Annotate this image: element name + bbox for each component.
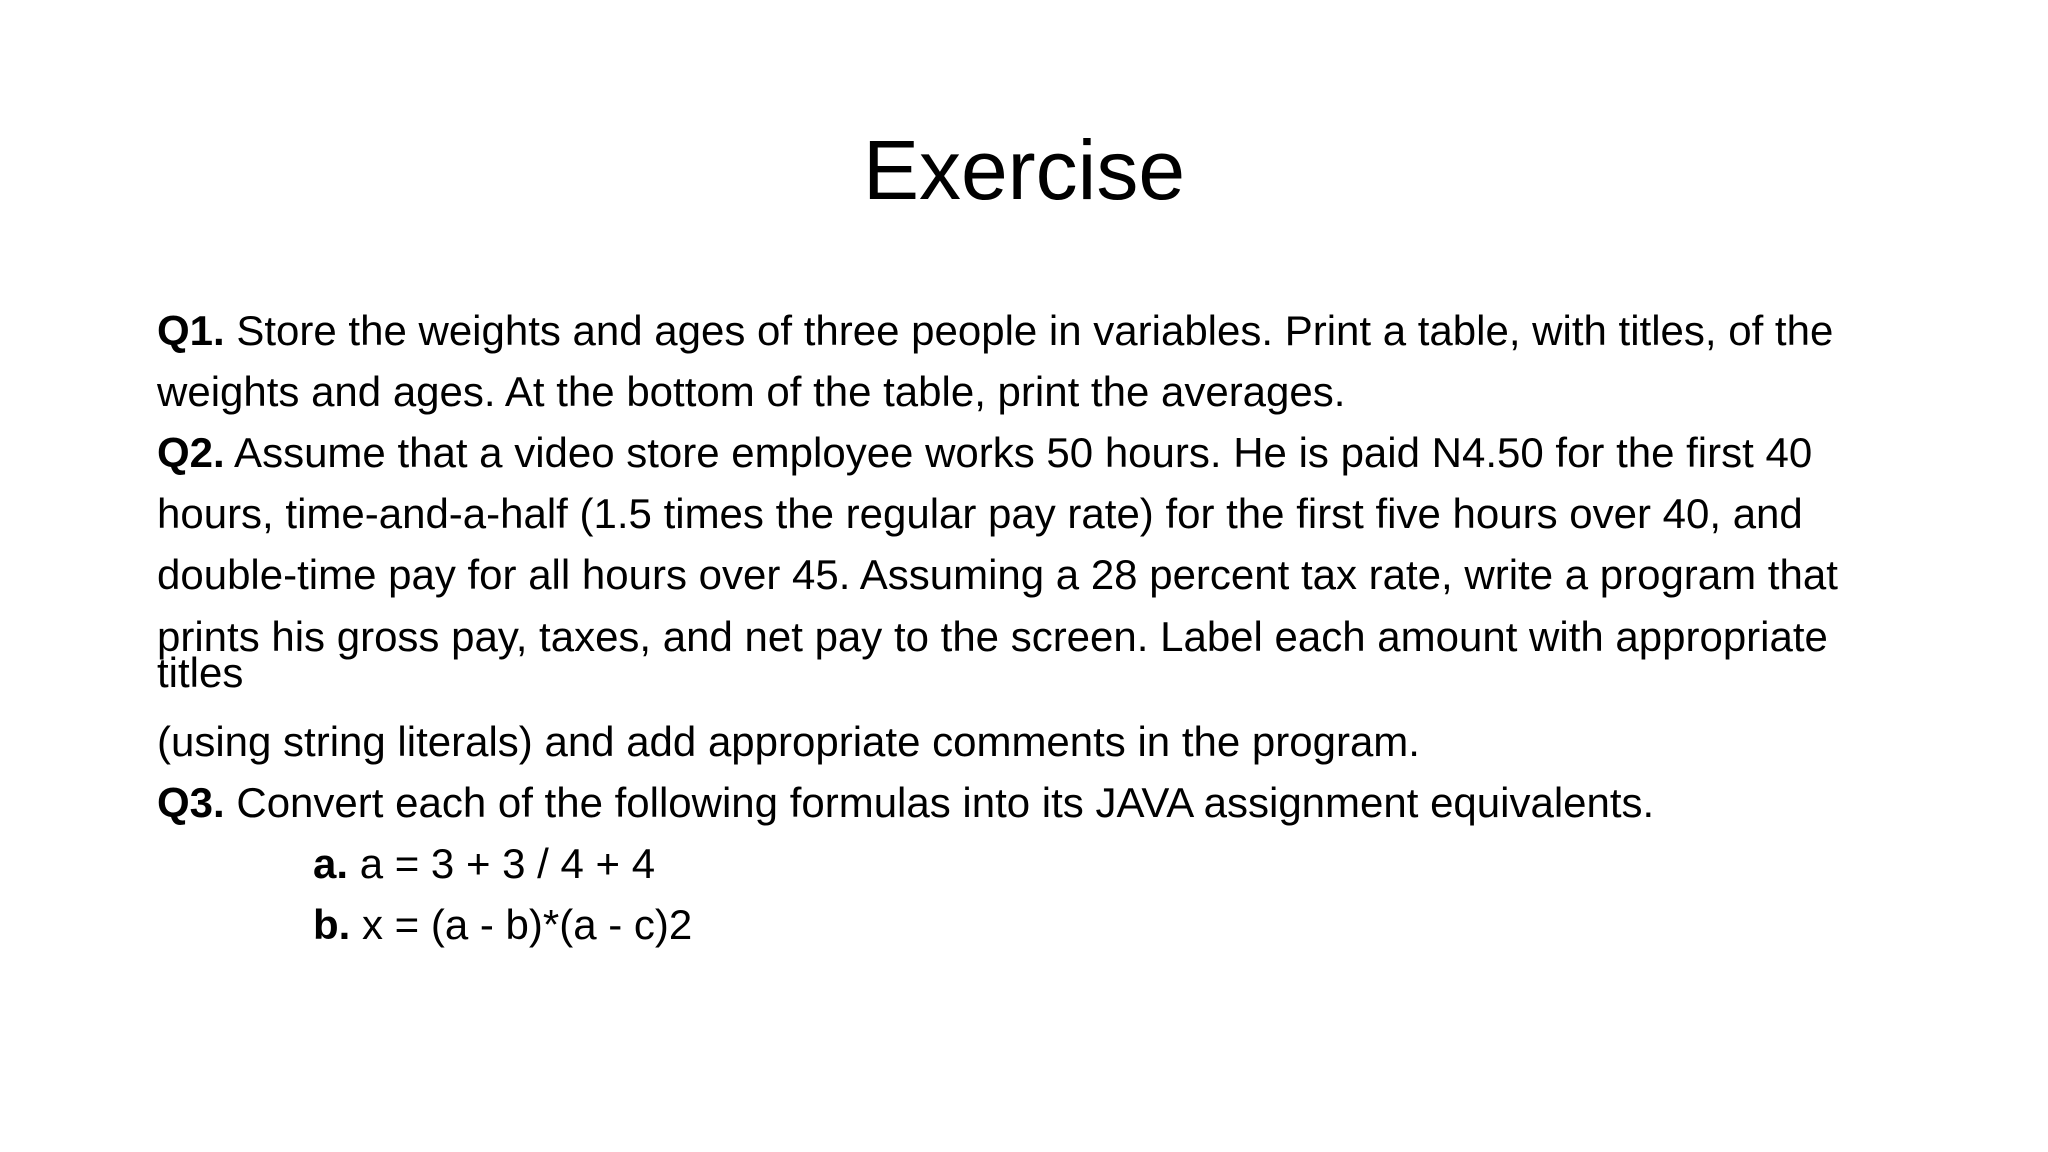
question-3-text: Convert each of the following formulas into its JAVA assignment equivalents. xyxy=(224,779,1655,826)
question-2-text: Assume that a video store employee works 50 hours. He is paid N4.50 for the first 40 hours, time-and-a-half (1.5 times the regular pay rate) for the first five hours over 40, and double-time pay for all hours over 45. Assuming a 28 percent tax rate, write a program that xyxy=(157,429,1838,598)
question-2-line-titles: titles xyxy=(157,649,244,696)
question-3-item-a-text: a = 3 + 3 / 4 + 4 xyxy=(348,840,656,887)
question-3-item-a xyxy=(157,833,1917,894)
slide-title: Exercise xyxy=(862,123,1186,217)
question-2-label: Q2. xyxy=(157,429,225,476)
question-3-label: Q3. xyxy=(157,779,225,826)
question-2 xyxy=(157,422,1917,605)
question-3-item-b xyxy=(157,894,1917,955)
question-2-line-using: (using string literals) and add appropriate comments in the program. xyxy=(157,718,1420,765)
question-3-item-b-label: b. xyxy=(313,901,351,948)
question-3 xyxy=(157,772,1917,833)
question-3-item-b-text: x = (a - b)*(a - c)2 xyxy=(350,901,693,948)
question-1 xyxy=(157,300,1917,422)
question-3-item-a-label: a. xyxy=(313,840,349,887)
question-1-text: Store the weights and ages of three people in variables. Print a table, with titles, of the weights and ages. At the bottom of the table, print the averages. xyxy=(157,307,1834,415)
question-1-label: Q1. xyxy=(157,307,225,354)
slide-body xyxy=(157,300,1917,955)
question-2-line-prints: prints his gross pay, taxes, and net pay to the screen. Label each amount with appropriate xyxy=(157,613,1828,660)
